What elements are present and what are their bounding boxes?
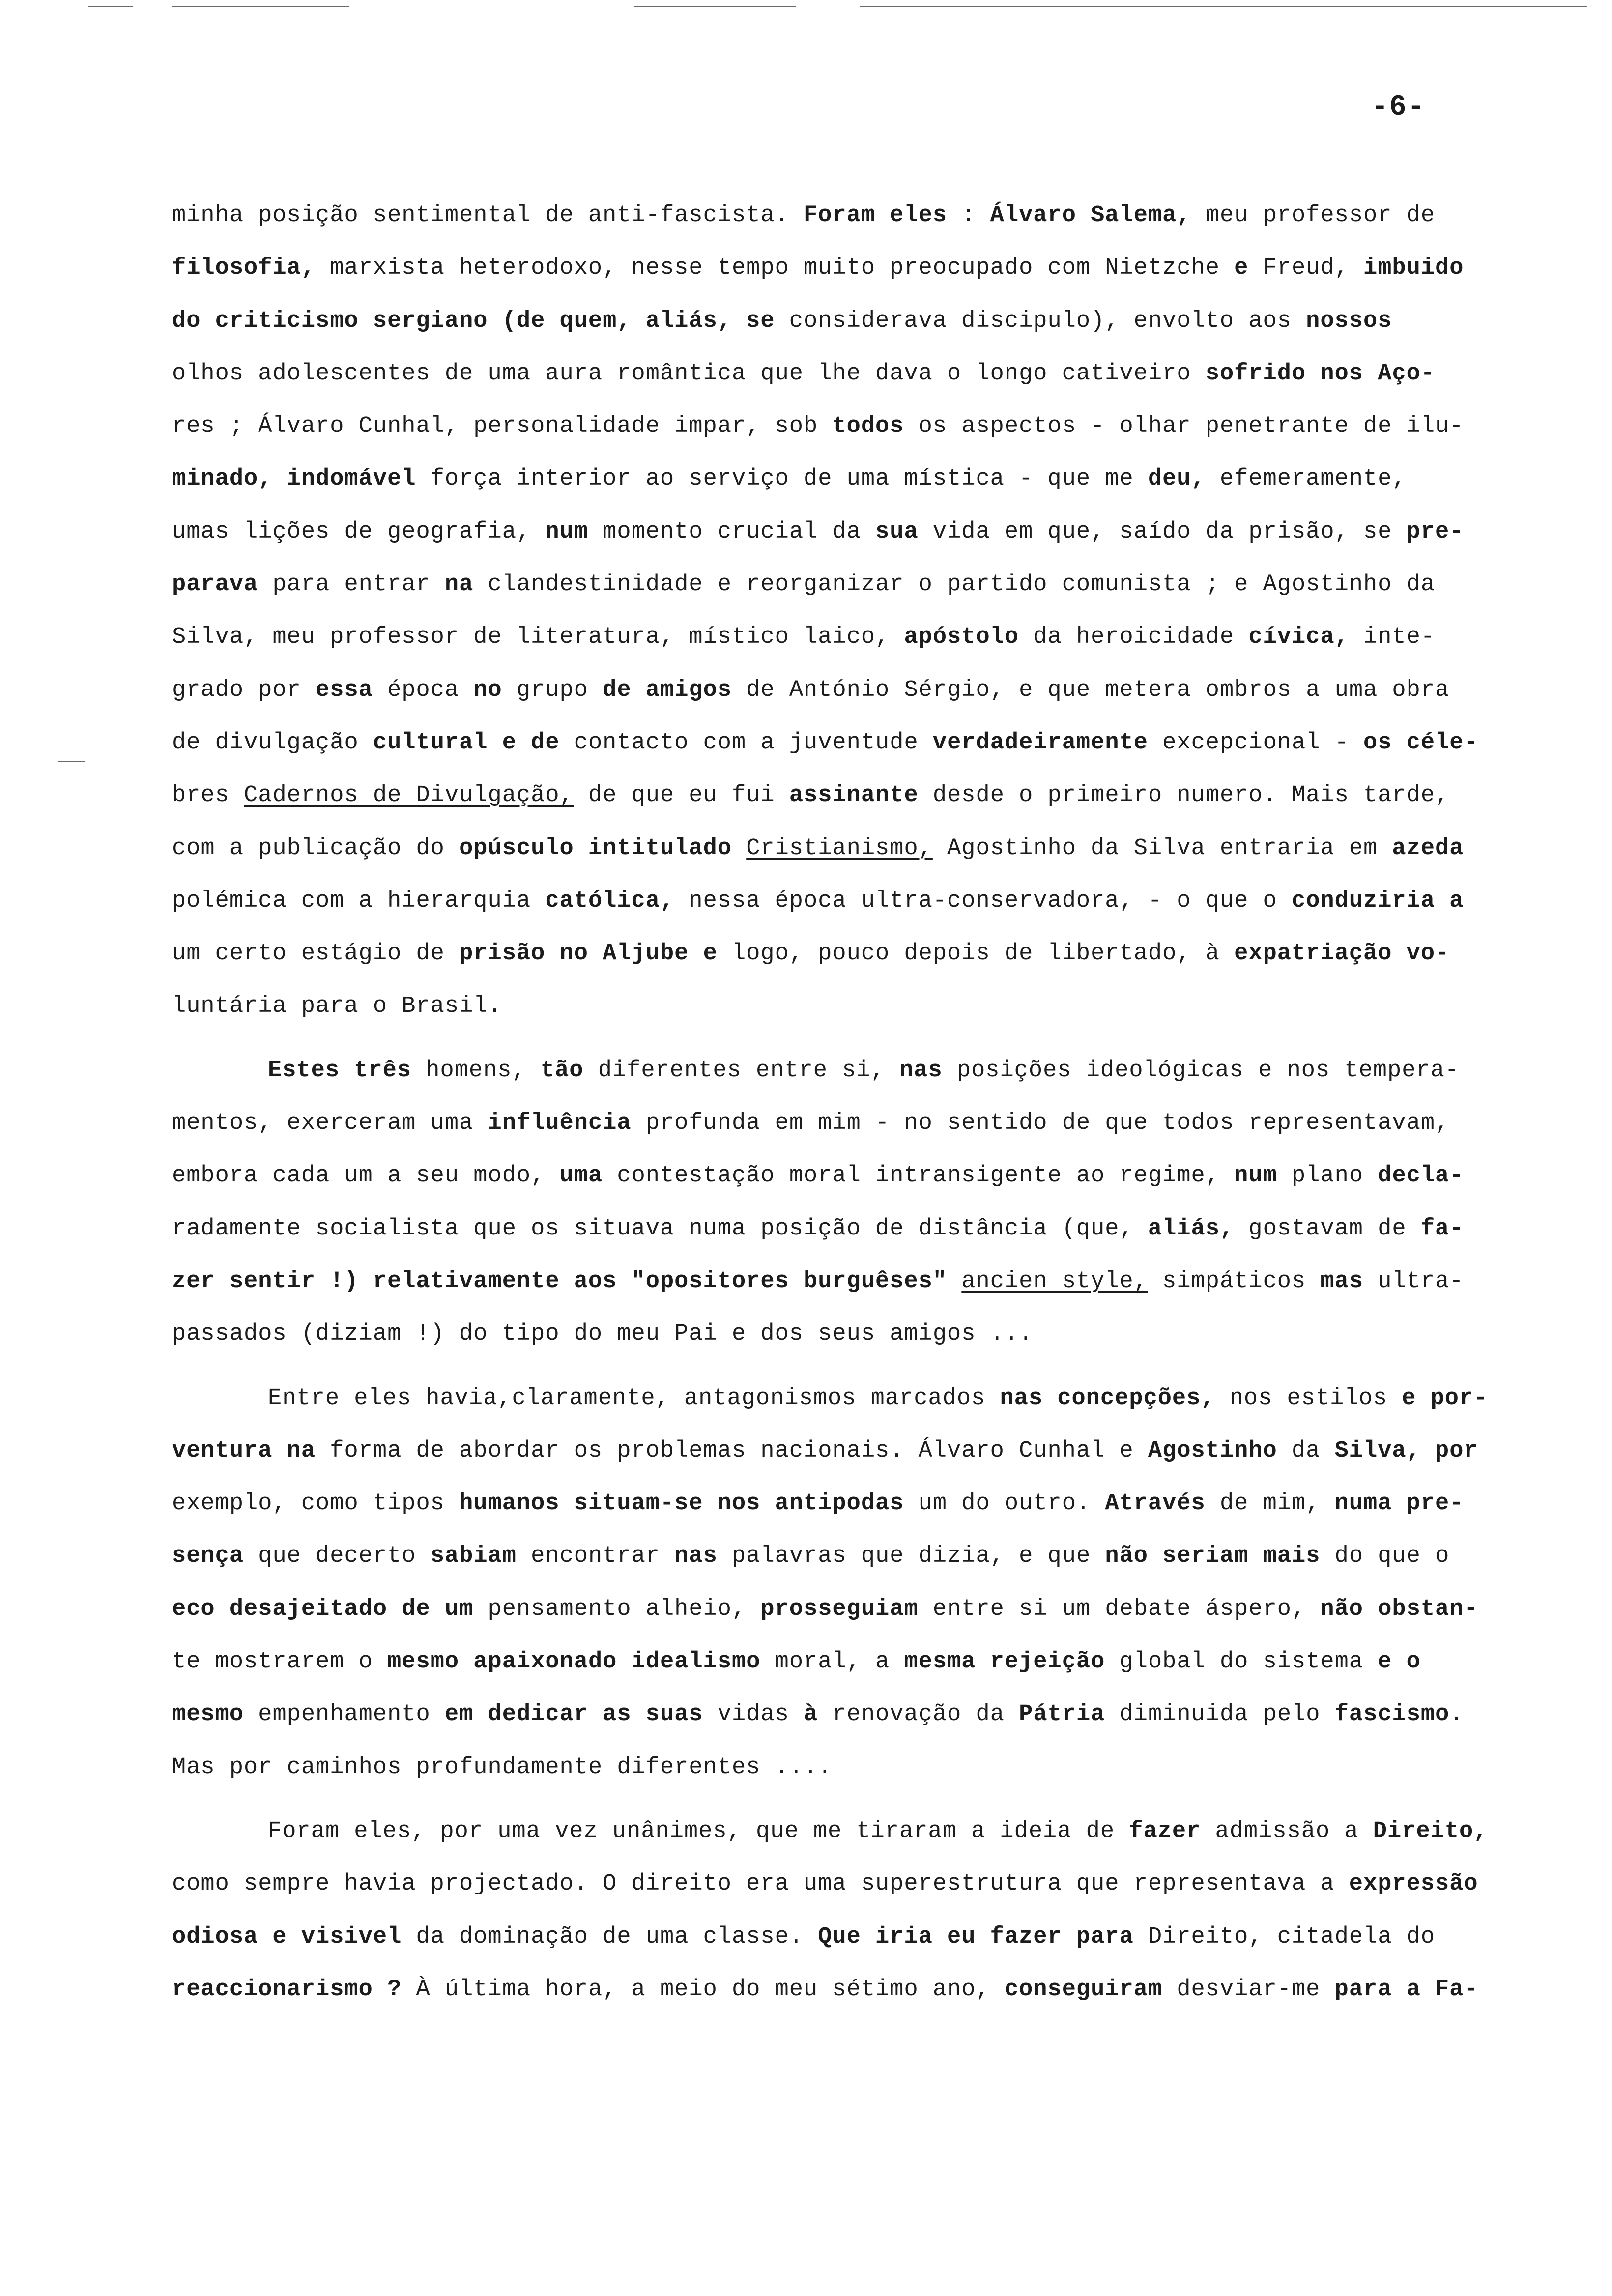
text-run: radamente socialista que os situava numa posição de distância (que,: [172, 1215, 1148, 1242]
text-run: [732, 835, 746, 861]
text-run: Foram eles : Álvaro Salema,: [804, 202, 1191, 229]
text-run: sença: [172, 1543, 244, 1570]
text-line: [172, 980, 1573, 1033]
page-number: -6-: [1371, 91, 1426, 123]
text-run: na: [444, 572, 474, 598]
text-run: num: [1234, 1163, 1277, 1189]
paragraph: [172, 1805, 1573, 2016]
text-run: decla-: [1378, 1163, 1464, 1189]
text-line: [172, 1858, 1573, 1910]
text-run: desviar-me: [1162, 1976, 1335, 2003]
text-run: como sempre havia projectado. O direito era uma superestrutura que representava a: [172, 1871, 1349, 1897]
text-run: fa-: [1420, 1215, 1464, 1242]
text-line: [172, 506, 1573, 558]
text-run: não seriam mais: [1105, 1543, 1321, 1570]
text-run: da heroicidade: [1019, 624, 1249, 651]
text-line: [172, 1255, 1573, 1308]
text-run: da: [1277, 1437, 1335, 1464]
text-run: eco desajeitado de um: [172, 1596, 474, 1622]
text-line: [172, 242, 1573, 294]
text-run: Direito,: [1373, 1818, 1488, 1844]
text-run: conseguiram: [1004, 1976, 1163, 2003]
text-run: prosseguiam: [760, 1596, 919, 1622]
text-run: para entrar: [258, 572, 445, 598]
text-run: sofrido nos Aço-: [1205, 360, 1436, 387]
text-run: prisão no Aljube e: [459, 941, 718, 967]
text-run: minha posição sentimental de anti-fascista.: [172, 202, 804, 229]
text-run: um certo estágio de: [172, 941, 460, 967]
text-run: res ; Álvaro Cunhal, personalidade impar, sob: [172, 413, 833, 440]
text-run: palavras que dizia, e que: [717, 1543, 1105, 1570]
paragraph: [172, 1044, 1573, 1361]
text-run: humanos situam-se nos antipodas: [459, 1491, 904, 1517]
text-run: os aspectos - olhar penetrante de ilu-: [904, 413, 1464, 440]
text-run: zer sentir !) relativamente aos "opositores burguêses": [172, 1268, 948, 1294]
text-line: [172, 1372, 1573, 1425]
text-run: momento crucial da: [588, 518, 876, 545]
text-run: em: [444, 1701, 474, 1728]
text-run: num: [545, 518, 588, 545]
text-run: Estes três: [268, 1057, 412, 1084]
text-run: nas: [674, 1543, 718, 1570]
text-run: para a Fa-: [1334, 1976, 1478, 2003]
paragraph: [172, 1372, 1573, 1794]
text-run: admissão a: [1201, 1818, 1373, 1844]
text-run: tão: [540, 1057, 584, 1084]
text-run: fascismo.: [1334, 1701, 1464, 1728]
text-run: fazer: [1129, 1818, 1201, 1844]
text-run: apóstolo: [904, 624, 1019, 651]
text-run: logo, pouco depois de libertado, à: [717, 941, 1235, 967]
text-run: influência: [488, 1110, 632, 1137]
text-run: católica,: [545, 888, 675, 914]
text-run: um do outro.: [904, 1491, 1105, 1517]
text-run: de António Sérgio, e que metera ombros a uma obra: [732, 677, 1450, 703]
top-rule-segment: [88, 6, 133, 7]
text-run: expressão: [1349, 1871, 1478, 1897]
text-line: [172, 769, 1573, 822]
text-line: [172, 1308, 1573, 1360]
text-run: dedicar as suas: [488, 1701, 703, 1728]
underlined-title: Cristianismo,: [746, 835, 933, 861]
text-run: passados (diziam !) do tipo do meu Pai e dos seus amigos ...: [172, 1321, 1034, 1348]
text-run: mesma rejeição: [904, 1649, 1105, 1675]
text-run: À última hora, a meio do meu sétimo ano,: [402, 1976, 1005, 2003]
text-run: ventura na: [172, 1437, 316, 1464]
text-run: azeda: [1392, 835, 1464, 861]
text-run: efemeramente,: [1205, 466, 1407, 492]
text-run: gostavam de: [1234, 1215, 1421, 1242]
text-line: [172, 1425, 1573, 1477]
text-run: sabiam: [430, 1543, 517, 1570]
text-run: grupo: [502, 677, 603, 703]
text-run: contacto com a juventude: [559, 729, 933, 756]
text-run: aliás,: [1148, 1215, 1235, 1242]
text-run: todos: [832, 413, 904, 440]
text-line: [172, 611, 1573, 663]
text-line: [172, 400, 1573, 453]
text-run: nessa época ultra-conservadora, - o que o: [674, 888, 1292, 914]
text-run: homens,: [411, 1057, 541, 1084]
text-run: de que eu fui: [574, 782, 789, 809]
text-run: Pátria: [1019, 1701, 1105, 1728]
text-run: numa pre-: [1334, 1491, 1464, 1517]
text-run: considerava discipulo), envolto aos: [775, 308, 1306, 334]
text-line: [172, 717, 1573, 769]
text-run: Freud,: [1248, 255, 1363, 282]
text-line: [172, 1530, 1573, 1582]
text-run: mentos, exerceram uma: [172, 1110, 488, 1137]
text-run: luntária para o Brasil.: [172, 993, 502, 1020]
text-run: entre si um debate áspero,: [918, 1596, 1321, 1622]
text-run: encontrar: [516, 1543, 675, 1570]
text-run: opúsculo intitulado: [459, 835, 732, 861]
text-run: essa: [316, 677, 373, 703]
text-line: [172, 453, 1573, 505]
underlined-title: Cadernos de Divulgação,: [244, 782, 574, 809]
text-run: e o: [1378, 1649, 1421, 1675]
text-run: olhos adolescentes de uma aura romântica que lhe dava o longo cativeiro: [172, 360, 1206, 387]
text-line: [172, 1636, 1573, 1688]
text-run: Mas por caminhos profundamente diferentes ....: [172, 1754, 833, 1780]
text-run: diferentes entre si,: [583, 1057, 900, 1084]
text-run: do que o: [1320, 1543, 1450, 1570]
text-run: vida em que, saído da prisão, se: [918, 518, 1407, 545]
text-run: mesmo: [172, 1701, 244, 1728]
text-run: expatriação vo-: [1234, 941, 1450, 967]
text-line: [172, 1741, 1573, 1794]
top-rule-segment: [860, 6, 1587, 7]
text-run: renovação da: [818, 1701, 1019, 1728]
top-rule-segment: [634, 6, 796, 7]
paragraph: [172, 189, 1573, 1033]
text-run: filosofia,: [172, 255, 316, 282]
text-run: ultra-: [1363, 1268, 1464, 1294]
text-run: profunda em mim - no sentido de que todos representavam,: [631, 1110, 1450, 1137]
text-run: contestação moral intransigente ao regime,: [603, 1163, 1235, 1189]
text-run: de amigos: [603, 677, 732, 703]
text-line: [172, 1203, 1573, 1255]
text-run: Agostinho: [1148, 1437, 1277, 1464]
text-run: simpáticos: [1148, 1268, 1321, 1294]
document-body: [172, 189, 1573, 2016]
text-run: global do sistema: [1105, 1649, 1378, 1675]
text-line: [172, 1477, 1573, 1530]
text-run: força interior ao serviço de uma mística - que me: [416, 466, 1148, 492]
text-run: cultural e de: [373, 729, 560, 756]
paragraph-break: [172, 1033, 1573, 1044]
text-run: embora cada um a seu modo,: [172, 1163, 560, 1189]
text-run: à: [804, 1701, 818, 1728]
text-run: polémica com a hierarquia: [172, 888, 546, 914]
text-run: vidas: [703, 1701, 804, 1728]
text-line: [172, 927, 1573, 980]
text-line: [172, 875, 1573, 927]
text-run: excepcional -: [1148, 729, 1364, 756]
text-line: [172, 347, 1573, 400]
text-run: de mim,: [1205, 1491, 1335, 1517]
text-run: desde o primeiro numero. Mais tarde,: [918, 782, 1450, 809]
text-run: e por-: [1402, 1385, 1488, 1411]
text-run: Foram eles, por uma vez unânimes, que me tiraram a ideia de: [268, 1818, 1129, 1844]
text-run: os céle-: [1363, 729, 1478, 756]
text-run: assinante: [789, 782, 919, 809]
text-line: [172, 1044, 1573, 1097]
text-line: [172, 822, 1573, 875]
text-line: [172, 1911, 1573, 1963]
text-run: cívica,: [1248, 624, 1349, 651]
text-run: odiosa e visivel: [172, 1923, 402, 1950]
text-run: imbuido: [1363, 255, 1464, 282]
text-line: [172, 558, 1573, 611]
text-run: Que iria eu fazer para: [818, 1923, 1134, 1950]
text-run: com a publicação do: [172, 835, 460, 861]
text-run: uma: [559, 1163, 603, 1189]
text-run: Entre eles havia,claramente, antagonismos marcados: [268, 1385, 1000, 1411]
text-run: exemplo, como tipos: [172, 1491, 460, 1517]
text-run: sua: [875, 518, 919, 545]
text-line: [172, 189, 1573, 242]
paragraph-break: [172, 1794, 1573, 1805]
top-rule-segment: [172, 6, 349, 7]
text-line: [172, 1149, 1573, 1202]
text-run: umas lições de geografia,: [172, 518, 546, 545]
text-line: [172, 1963, 1573, 2016]
text-run: forma de abordar os problemas nacionais. Álvaro Cunhal e: [316, 1437, 1148, 1464]
text-run: diminuida pelo: [1105, 1701, 1335, 1728]
text-run: nas concepções,: [1000, 1385, 1215, 1411]
text-run: inte-: [1349, 624, 1436, 651]
text-run: no: [473, 677, 502, 703]
text-run: [473, 1701, 488, 1727]
text-run: mas: [1320, 1268, 1364, 1294]
text-run: que decerto: [244, 1543, 431, 1570]
text-run: [947, 1268, 961, 1294]
text-run: nas: [899, 1057, 943, 1084]
text-run: grado por: [172, 677, 316, 703]
text-run: época: [373, 677, 474, 703]
text-line: [172, 1688, 1573, 1741]
text-run: Agostinho da Silva entraria em: [932, 835, 1392, 861]
text-run: nos estilos: [1215, 1385, 1402, 1411]
text-run: do criticismo sergiano (de quem, aliás, se: [172, 308, 775, 334]
text-run: pensamento alheio,: [473, 1596, 761, 1622]
text-run: Silva, por: [1334, 1437, 1478, 1464]
underlined-title: ancien style,: [961, 1268, 1148, 1294]
text-run: posições ideológicas e nos tempera-: [942, 1057, 1460, 1084]
text-line: [172, 295, 1573, 347]
margin-mark: [58, 761, 85, 762]
text-run: moral, a: [760, 1649, 904, 1675]
text-line: [172, 664, 1573, 717]
text-run: de divulgação: [172, 729, 373, 756]
text-run: clandestinidade e reorganizar o partido comunista ; e Agostinho da: [473, 572, 1436, 598]
text-run: reaccionarismo ?: [172, 1976, 402, 2003]
text-run: meu professor de: [1191, 202, 1436, 229]
text-run: empenhamento: [244, 1701, 445, 1728]
text-line: [172, 1805, 1573, 1858]
text-run: nossos: [1306, 308, 1392, 334]
text-run: Através: [1105, 1491, 1206, 1517]
text-run: parava: [172, 572, 259, 598]
text-run: deu,: [1148, 466, 1206, 492]
text-run: minado, indomável: [172, 466, 416, 492]
text-run: conduziria a: [1291, 888, 1464, 914]
text-run: te mostrarem o: [172, 1649, 388, 1675]
text-run: bres: [172, 782, 244, 809]
text-run: plano: [1277, 1163, 1378, 1189]
text-run: não obstan-: [1320, 1596, 1478, 1622]
text-line: [172, 1097, 1573, 1149]
text-run: Silva, meu professor de literatura, místico laico,: [172, 624, 904, 651]
text-line: [172, 1583, 1573, 1636]
paragraph-break: [172, 1361, 1573, 1372]
text-run: e: [1234, 255, 1249, 282]
text-run: da dominação de uma classe.: [402, 1923, 818, 1950]
text-run: marxista heterodoxo, nesse tempo muito preocupado com Nietzche: [316, 255, 1235, 282]
text-run: verdadeiramente: [932, 729, 1148, 756]
text-run: mesmo apaixonado idealismo: [387, 1649, 761, 1675]
text-run: pre-: [1406, 518, 1464, 545]
text-run: Direito, citadela do: [1133, 1923, 1436, 1950]
